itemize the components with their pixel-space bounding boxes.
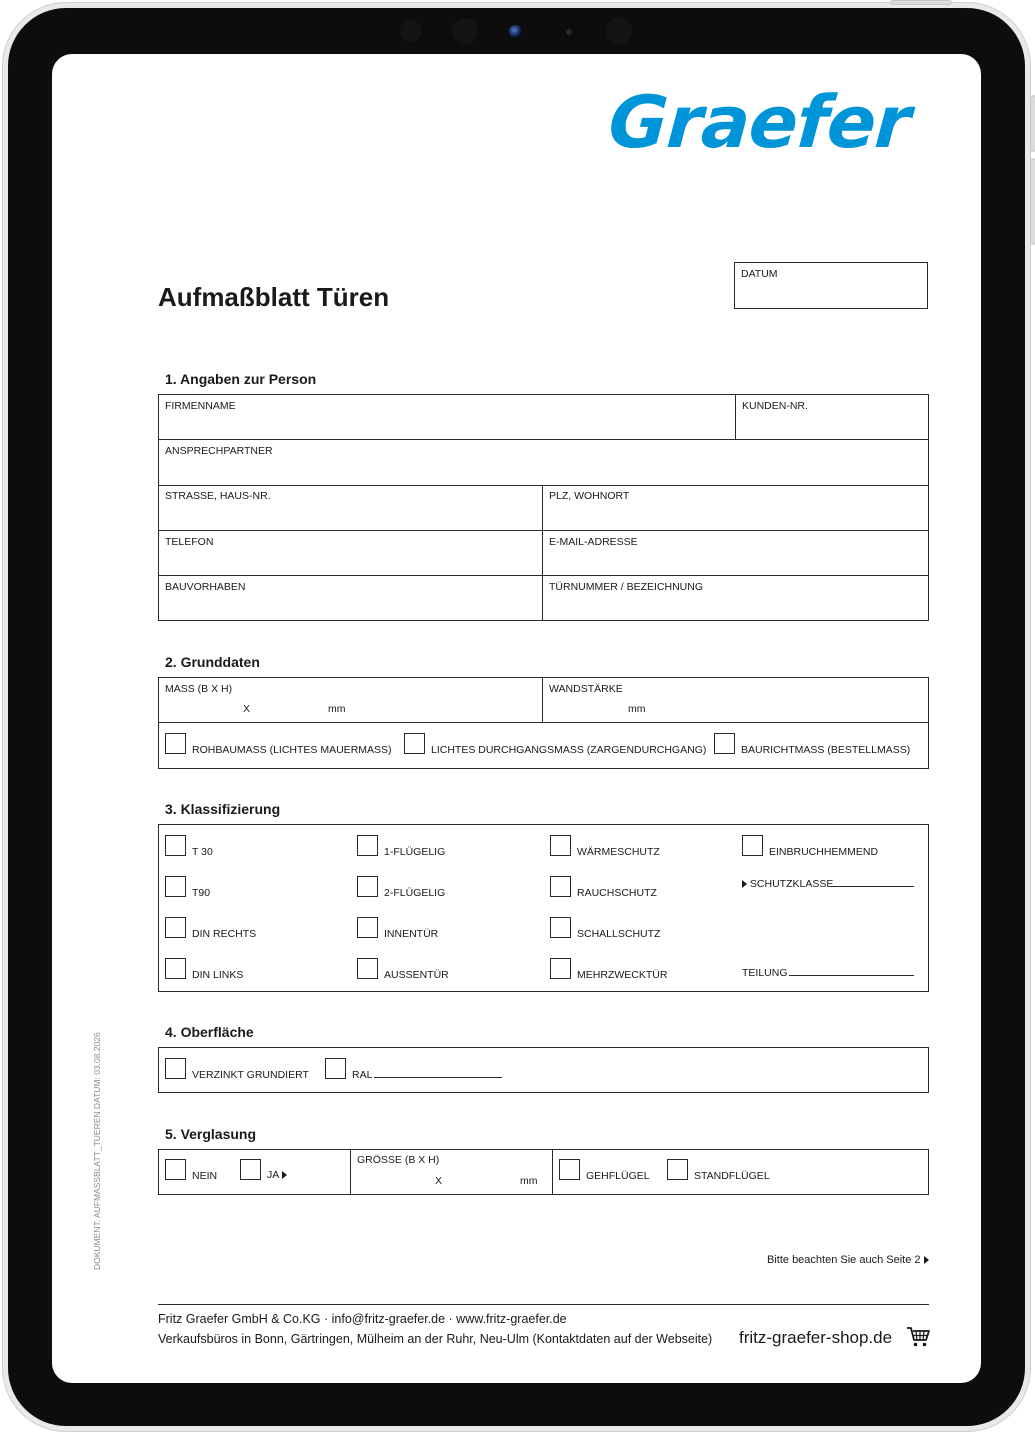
tablet-screen bbox=[52, 54, 981, 1383]
gehfluegel-label: GEHFLÜGEL bbox=[586, 1170, 650, 1182]
rohbaumass-label: ROHBAUMASS (LICHTES MAUERMASS) bbox=[192, 744, 392, 756]
gehfluegel-checkbox[interactable] bbox=[559, 1159, 580, 1180]
plz-field[interactable]: PLZ, WOHNORT bbox=[549, 490, 630, 502]
schallschutz-checkbox[interactable] bbox=[550, 917, 571, 938]
sensor-dot bbox=[606, 18, 632, 44]
ja-label: JA bbox=[267, 1169, 279, 1181]
shopping-cart-icon[interactable] bbox=[906, 1326, 930, 1348]
wandstaerke-label[interactable]: WANDSTÄRKE bbox=[549, 683, 623, 695]
telefon-field[interactable]: TELEFON bbox=[165, 536, 214, 548]
ral-label: RAL bbox=[352, 1069, 373, 1081]
einbruchhemmend-checkbox[interactable] bbox=[742, 835, 763, 856]
din-links-checkbox[interactable] bbox=[165, 958, 186, 979]
divider bbox=[542, 485, 543, 621]
teilung-input[interactable] bbox=[789, 975, 914, 976]
divider bbox=[158, 722, 929, 723]
baurichtmass-label: BAURICHTMASS (BESTELLMASS) bbox=[741, 744, 911, 756]
person-table bbox=[158, 394, 929, 621]
lichtes-durchgangsmass-checkbox[interactable] bbox=[404, 733, 425, 754]
groesse-mm-label: mm bbox=[520, 1175, 538, 1187]
groesse-x-label: X bbox=[435, 1175, 443, 1187]
zweifluegelig-checkbox[interactable] bbox=[357, 876, 378, 897]
schutzklasse-label: SCHUTZKLASSE bbox=[749, 878, 834, 890]
strasse-field[interactable]: STRASSE, HAUS-NR. bbox=[165, 490, 271, 502]
t30-label: T 30 bbox=[192, 846, 213, 858]
divider bbox=[542, 677, 543, 722]
din-rechts-checkbox[interactable] bbox=[165, 917, 186, 938]
nein-label: NEIN bbox=[192, 1170, 218, 1182]
sensor-dot bbox=[452, 18, 478, 44]
mass-x-label: X bbox=[243, 703, 251, 715]
schutzklasse-input[interactable] bbox=[830, 886, 914, 887]
baurichtmass-checkbox[interactable] bbox=[714, 733, 735, 754]
aussentuer-checkbox[interactable] bbox=[357, 958, 378, 979]
volume-button-up bbox=[1030, 95, 1035, 152]
page-note[interactable] bbox=[767, 1254, 929, 1266]
bauvorhaben-field[interactable]: BAUVORHABEN bbox=[165, 581, 246, 593]
tuernummer-field[interactable]: TÜRNUMMER / BEZEICHNUNG bbox=[549, 581, 703, 593]
mehrzwecktuer-label: MEHRZWECKTÜR bbox=[577, 969, 668, 981]
mass-label[interactable]: MASS (B X H) bbox=[165, 683, 233, 695]
waermeschutz-label: WÄRMESCHUTZ bbox=[577, 846, 660, 858]
section-title-verglasung: 5. Verglasung bbox=[165, 1126, 257, 1142]
einbruchhemmend-label: EINBRUCHHEMMEND bbox=[769, 846, 879, 858]
section-title-klassifizierung: 3. Klassifizierung bbox=[165, 801, 281, 817]
graefer-logo: Graefer bbox=[606, 80, 913, 164]
section-title-grunddaten: 2. Grunddaten bbox=[165, 654, 260, 670]
sensor-dot bbox=[566, 29, 572, 35]
ansprechpartner-field[interactable]: ANSPRECHPARTNER bbox=[165, 445, 273, 457]
standfluegel-checkbox[interactable] bbox=[667, 1159, 688, 1180]
innentuer-checkbox[interactable] bbox=[357, 917, 378, 938]
divider bbox=[158, 485, 929, 486]
wandstaerke-mm-label: mm bbox=[628, 703, 646, 715]
din-links-label: DIN LINKS bbox=[192, 969, 244, 981]
aussentuer-label: AUSSENTÜR bbox=[384, 969, 449, 981]
teilung-label: TEILUNG bbox=[742, 967, 788, 979]
mehrzwecktuer-checkbox[interactable] bbox=[550, 958, 571, 979]
footer-line1: Fritz Graefer GmbH & Co.KG · info@fritz-graefer.de · www.fritz-graefer.de bbox=[158, 1312, 567, 1326]
divider bbox=[158, 439, 929, 440]
shop-link[interactable]: fritz-graefer-shop.de bbox=[739, 1328, 893, 1347]
arrow-right-icon bbox=[742, 880, 747, 888]
einfluegelig-checkbox[interactable] bbox=[357, 835, 378, 856]
groesse-label[interactable]: GRÖSSE (B X H) bbox=[357, 1154, 440, 1166]
footer-line2: Verkaufsbüros in Bonn, Gärtringen, Mülheim an der Ruhr, Neu-Ulm (Kontaktdaten auf der Webseite) bbox=[158, 1332, 713, 1346]
divider bbox=[350, 1149, 351, 1195]
t30-checkbox[interactable] bbox=[165, 835, 186, 856]
ja-checkbox[interactable] bbox=[240, 1159, 261, 1180]
page-note-text: Bitte beachten Sie auch Seite 2 bbox=[767, 1254, 921, 1266]
lichtes-durchgangsmass-label: LICHTES DURCHGANGSMASS (ZARGENDURCHGANG) bbox=[431, 744, 707, 756]
datum-label: DATUM bbox=[741, 268, 778, 280]
vertical-document-note: DOKUMENT: AUFMASSBLATT_TUEREN DATUM: 03.08.2026 bbox=[92, 1032, 102, 1270]
datum-field[interactable] bbox=[734, 262, 928, 309]
nein-checkbox[interactable] bbox=[165, 1159, 186, 1180]
verzinkt-checkbox[interactable] bbox=[165, 1058, 186, 1079]
divider bbox=[158, 530, 929, 531]
t90-label: T90 bbox=[192, 887, 211, 899]
kundennr-field[interactable]: KUNDEN-NR. bbox=[742, 400, 808, 412]
verzinkt-label: VERZINKT GRUNDIERT bbox=[192, 1069, 309, 1081]
page-title: Aufmaßblatt Türen bbox=[158, 282, 390, 312]
firmenname-field[interactable]: FIRMENNAME bbox=[165, 400, 236, 412]
section-title-oberflaeche: 4. Oberfläche bbox=[165, 1024, 254, 1040]
volume-button-down bbox=[1030, 158, 1035, 245]
email-field[interactable]: E-MAIL-ADRESSE bbox=[549, 536, 638, 548]
front-camera-icon bbox=[509, 25, 522, 38]
schutzklasse-row bbox=[742, 878, 833, 890]
arrow-right-icon bbox=[282, 1171, 287, 1179]
standfluegel-label: STANDFLÜGEL bbox=[694, 1170, 770, 1182]
zweifluegelig-label: 2-FLÜGELIG bbox=[384, 887, 446, 899]
arrow-right-icon bbox=[924, 1256, 929, 1264]
top-button bbox=[890, 0, 952, 5]
schallschutz-label: SCHALLSCHUTZ bbox=[577, 928, 661, 940]
section-title-person: 1. Angaben zur Person bbox=[165, 371, 317, 387]
rauchschutz-checkbox[interactable] bbox=[550, 876, 571, 897]
sensor-dot bbox=[400, 20, 422, 42]
einfluegelig-label: 1-FLÜGELIG bbox=[384, 846, 446, 858]
ral-checkbox[interactable] bbox=[325, 1058, 346, 1079]
rohbaumass-checkbox[interactable] bbox=[165, 733, 186, 754]
divider bbox=[735, 394, 736, 439]
ja-row bbox=[267, 1169, 287, 1181]
mass-mm-label: mm bbox=[328, 703, 346, 715]
divider bbox=[158, 575, 929, 576]
rauchschutz-label: RAUCHSCHUTZ bbox=[577, 887, 657, 899]
t90-checkbox[interactable] bbox=[165, 876, 186, 897]
din-rechts-label: DIN RECHTS bbox=[192, 928, 257, 940]
innentuer-label: INNENTÜR bbox=[384, 928, 439, 940]
divider bbox=[552, 1149, 553, 1195]
footer-divider bbox=[158, 1304, 929, 1305]
waermeschutz-checkbox[interactable] bbox=[550, 835, 571, 856]
ral-input[interactable] bbox=[374, 1077, 502, 1078]
